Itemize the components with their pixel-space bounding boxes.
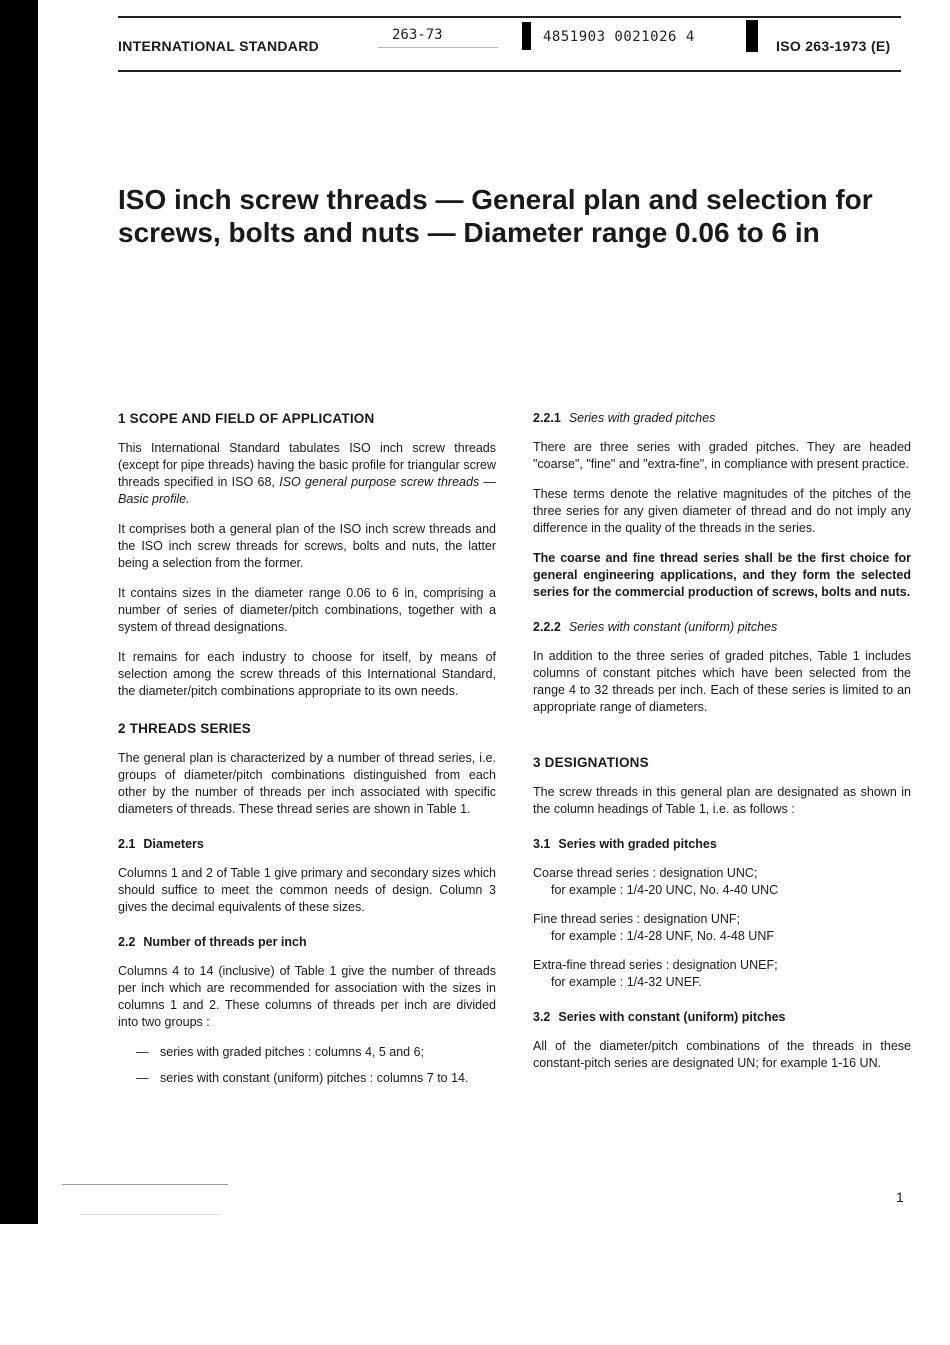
section-1-heading: 1 SCOPE AND FIELD OF APPLICATION [118,411,375,426]
section-3-paragraph-1: The screw threads in this general plan are designated as shown in the column headings of Table 1, i.e. as follows : [533,785,911,816]
iso-68-reference: ISO general purpose screw threads — Basic profile. [118,475,497,506]
list-item-text: series with constant (uniform) pitches : columns 7 to 14. [160,1071,469,1085]
handwritten-reference-code: 263-73 [392,27,443,43]
section-2-1-number: 2.1 [118,837,136,851]
right-column [533,410,911,1085]
list-dash: — [136,1045,149,1059]
scan-edge-bar [0,0,38,1224]
section-2-2-1-title: Series with graded pitches [568,411,716,425]
section-2-2-1-heading [533,410,911,427]
section-2-2-2-paragraph-1: In addition to the three series of graded pitches, Table 1 includes columns of constant pitches which have been selected from the range 4 to 32 threads per inch. Each of these series is limited to an appropriate range of diameters. [533,649,911,714]
document-title [118,183,878,249]
section-1-paragraph-1 [118,440,496,508]
section-3-2-title: Series with constant (uniform) pitches [558,1010,786,1024]
list-dash: — [136,1071,149,1085]
header-document-id: ISO 263-1973 (E) [776,38,891,54]
designation-unf-line: Fine thread series : designation UNF; [533,912,741,926]
designation-unc-example: for example : 1/4-20 UNC, No. 4-40 UNC [551,883,779,897]
section-2-2-2-number: 2.2.2 [533,620,561,634]
section-2-2-1-paragraph-2: These terms denote the relative magnitudes of the pitches of the three series for any given diameter of thread and do not imply any difference in the quality of the threads in the series. [533,487,911,535]
left-column [118,410,496,1097]
thread-groups-list [118,1044,496,1087]
designation-unf-example: for example : 1/4-28 UNF, No. 4-48 UNF [551,929,774,943]
designation-unc-line: Coarse thread series : designation UNC; [533,866,758,880]
section-1-paragraph-2: It comprises both a general plan of the ISO inch screw threads and the ISO inch screw threads for screws, bolts and nuts, the latter being a selection from the former. [118,522,496,570]
section-3-1-title: Series with graded pitches [558,837,717,851]
page-number: 1 [896,1189,904,1205]
designation-example-unc [533,865,911,899]
section-1-paragraph-3: It contains sizes in the diameter range 0.06 to 6 in, comprising a number of series of diameter/pitch combinations, together with a system of thread designations. [118,586,496,634]
section-2-2-1-number: 2.2.1 [533,411,561,425]
section-2-2-1-paragraph-1: There are three series with graded pitches. They are headed "coarse", "fine" and "extra-fine", in compliance with present practice. [533,440,911,471]
list-item-text: series with graded pitches : columns 4, 5 and 6; [160,1045,425,1059]
header-top-rule [118,16,901,18]
section-3-2-paragraph-1: All of the diameter/pitch combinations of the threads in these constant-pitch series are designated UN; for example 1-16 UN. [533,1039,911,1070]
designation-unef-example: for example : 1/4-32 UNEF. [551,975,702,989]
section-1-paragraph-4: It remains for each industry to choose for itself, by means of selection among the screw threads of this International Standard, the diameter/pitch combinations appropriate to its own needs. [118,650,496,698]
handwritten-underline [378,47,498,48]
section-3-heading: 3 DESIGNATIONS [533,755,649,770]
section-2-2-paragraph-1: Columns 4 to 14 (inclusive) of Table 1 give the number of threads per inch which are recommended for association with the sizes in columns 1 and 2. These columns of threads per inch are divided into two groups : [118,964,496,1029]
section-2-2-2-heading [533,619,911,636]
section-3-2-heading [533,1009,911,1026]
section-2-2-2-title: Series with constant (uniform) pitches [568,620,778,634]
header-standard-label: INTERNATIONAL STANDARD [118,38,320,54]
scan-artifact-line [80,1214,220,1215]
scan-artifact-line [62,1184,228,1185]
barcode-bar-left [522,22,531,50]
section-3-1-number: 3.1 [533,837,551,851]
section-3-1-heading [533,836,911,853]
designation-unef-line: Extra-fine thread series : designation UNEF; [533,958,778,972]
section-2-1-paragraph-1: Columns 1 and 2 of Table 1 give primary and secondary sizes which should suffice to meet the common needs of design. Column 3 gives the decimal equivalents of these sizes. [118,866,496,914]
header-bottom-rule [118,70,901,72]
section-2-2-1-paragraph-3: The coarse and fine thread series shall be the first choice for general engineering applications, and they form the selected series for the commercial production of screws, bolts and nuts. [533,551,911,599]
list-item [136,1070,496,1087]
section-2-2-number: 2.2 [118,935,136,949]
title-line-1: ISO inch screw threads — General plan and selection for [118,184,873,215]
section-2-heading: 2 THREADS SERIES [118,721,251,736]
title-line-2: screws, bolts and nuts — Diameter range 0.06 to 6 in [118,217,820,248]
designation-example-unf [533,911,911,945]
section-2-1-heading [118,836,496,853]
section-2-2-heading [118,934,496,951]
list-item [136,1044,496,1061]
barcode-bar-right [746,20,758,52]
barcode-number: 4851903 0021026 4 [543,29,695,45]
section-2-1-title: Diameters [143,837,204,851]
section-2-paragraph-1: The general plan is characterized by a number of thread series, i.e. groups of diameter/pitch combinations distinguished from each other by the number of threads per inch associated with specific diameters of threads. These thread series are shown in Table 1. [118,751,496,816]
section-2-2-title: Number of threads per inch [143,935,307,949]
designation-example-unef [533,957,911,991]
section-3-2-number: 3.2 [533,1010,551,1024]
section-1-paragraph-1-text: This International Standard tabulates ISO inch screw threads (except for pipe threads) having the basic profile for triangular screw threads specified in ISO 68, [118,441,496,489]
